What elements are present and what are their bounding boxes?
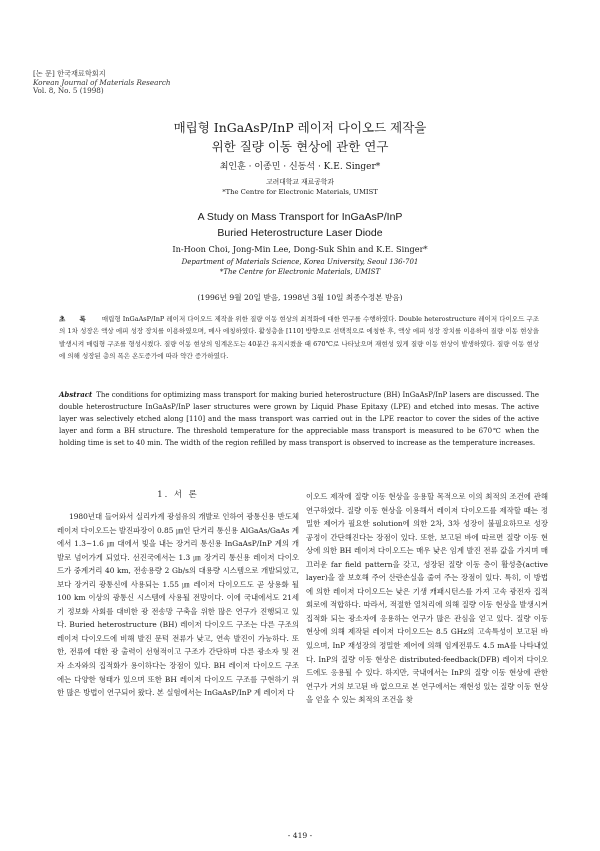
affiliation-english-line2: *The Centre for Electronic Materials, UMIST: [219, 267, 381, 276]
title-korean-line1: 매립형 InGaAsP/InP 레이저 다이오드 제작을: [173, 120, 427, 135]
body-column-right: [306, 490, 548, 707]
received-dates: (1996년 9월 20일 받음, 1998년 3월 10일 최종수정본 받음): [197, 293, 403, 302]
abstract-english-label: Abstract: [59, 390, 93, 399]
title-english: [0, 209, 600, 241]
journal-name-en: Korean Journal of Materials Research: [33, 77, 171, 87]
body-paragraph-left: 1980년대 들어와서 실리카계 광섬유의 개발로 인하여 광통신용 반도체 레이저 다이오드는 발진파장이 0.85 ㎛인 단거리 통신용 AlGaAs/GaAs 계에서 1.3~1.6 ㎛ 대에서 빛을 내는 장거리 통신용 InGaAsP/InP 계의 개발로 넘어가게 되었다. 선진국에서는 1.3 ㎛ 장거리 통신용 레이저 다이오드가 중계거리 40 km, 전송용량 2 Gb/s의 대용량 시스템으로 개발되었고, 보다 장거리 광통신에 사용되는 1.55 ㎛ 레이저 다이오드도 곧 상용화 될 100 km 이상의 광통신 시스템에 사용될 전망이다. 이에 국내에서도 21세기 정보화 사회를 대비한 광 전송망 구축을 위한 많은 연구가 진행되고 있다. Buried heterostructure (BH) 레이저 다이오드 구조는 다른 구조의 레이저 다이오드에 비해 발진 문턱 전류가 낮고, 연속 발진이 가능하다. 또한, 전류에 대한 광 출력이 선형적이고 구조가 간단하며 다른 광소자 및 전자 소자와의 집적화가 용이하다는 장점이 있다. BH 레이저 다이오드 구조에는 다양한 형태가 있으며 또한 BH 레이저 다이오드 구조를 구현하기 위한 많은 방법이 연구되어 왔다. 본 실험에서는 InGaAsP/InP 계 레이저 다: [57, 512, 299, 698]
affiliation-english: [0, 258, 600, 277]
abstract-korean-label: 초 록: [59, 315, 92, 323]
abstract-english-text: The conditions for optimizing mass transport for making buried heterostructure (BH) InGaAsP/InP lasers are discussed. The double heterostructure InGaAsP/InP laser structures were grown by Liquid Phase Epitaxy (LPE) and etched into mesas. The active layer was selectively etched along [110] and the mass transport was carried out in the LPE reactor to cover the sides of the active layer and form a BH structure. The threshold temperature for the appreciable mass transport is measured to be 670℃ when the holding time is set to 40 min. The width of the region refilled by mass transport is observed to increase as the temperature increases.: [59, 391, 539, 448]
title-korean: [0, 118, 600, 156]
body-paragraph-right: 이오드 제작에 질량 이동 현상을 응용할 목적으로 이의 최적의 조건에 관해 연구하였다. 질량 이동 현상을 이용해서 레이저 다이오드를 제작할 때는 정밀한 제어가 필요한 solution에 의한 2차, 3차 성장이 불필요하므로 성장 공정이 간단해진다는 장점이 있다. 또한, 보고된 바에 따르면 질량 이동 현상에 의한 BH 레이저 다이오드는 매우 낮은 임계 발진 전류 값을 가지며 매끄러운 far field pattern을 갖고, 성장된 질량 이동 층이 활성층(active layer)을 잘 보호해 주어 산란손실을 줄여 주는 장점이 있다. 특히, 이 방법에 의한 레이저 다이오드는 낮은 기생 캐패시턴스를 가져 고속 광전자 집적회로에 적합하다. 따라서, 적절한 열처리에 의해 질량 이동 현상을 발생시켜 집적화 되는 광소자에 응용하는 연구가 많은 관심을 얻고 있다. 질량 이동 현상에 의해 제작된 레이저 다이오드는 8.5 GHz의 고속특성이 보고된 바 있으며, InP 재성장의 정밀한 제어에 의해 임계전류도 4.5 mA를 나타내었다. InP의 질량 이동 현상은 distributed-feedback(DFB) 레이저 다이오드에도 응용될 수 있다. 하지만, 국내에서는 InP의 질량 이동 현상에 관한 연구가 거의 보고된 바 없으므로 본 연구에서는 재현성 있는 질량 이동 현상을 얻을 수 있는 최적의 조건을 찾: [306, 492, 548, 705]
authors-korean: 최인훈 · 이종민 · 신동석 · K.E. Singer*: [219, 162, 381, 172]
journal-header: [33, 70, 171, 96]
title-english-line1: A Study on Mass Transport for InGaAsP/InP: [197, 211, 403, 223]
page-number: - 419 -: [287, 831, 313, 840]
journal-category: [논 문] 한국재료학회지: [33, 69, 106, 78]
abstract-korean: [59, 313, 539, 363]
affiliation-english-line1: Department of Materials Science, Korea University, Seoul 136-701: [181, 258, 419, 266]
abstract-korean-text: 매립형 InGaAsP/InP 레이저 다이오드 제작을 위한 질량 이동 현상의 최적화에 대한 연구를 수행하였다. Double heterostructure 레이저 다이오드 구조의 1차 성장은 액상 에피 성장 장치를 이용하였으며, 메사 에칭하였다. 활성층을 [110] 방향으로 선택적으로 에칭한 후, 액상 에피 성장 장치를 이용하여 질량 이동 현상을 발생시켜 매립형 구조를 형성시켰다. 질량 이동 현상의 임계온도는 40분간 유지시켰을 때 670℃로 나타났으며 재현성 있게 질량 이동 현상이 발생하였다. 질량 이동 현상에 의해 성장된 층의 폭은 온도증가에 따라 약간 증가하였다.: [59, 315, 539, 361]
journal-volume: Vol. 8, No. 5 (1998): [33, 86, 104, 96]
affiliation-korean-line1: 고려대학교 재료공학과: [266, 178, 334, 186]
body-column-left: [57, 510, 299, 700]
abstract-english: [59, 389, 539, 449]
affiliation-korean-line2: *The Centre for Electronic Materials, UMIST: [222, 187, 378, 196]
affiliation-korean: [0, 178, 600, 197]
section-heading-introduction: 1. 서 론: [157, 489, 199, 499]
title-english-line2: Buried Heterostructure Laser Diode: [217, 227, 383, 239]
title-korean-line2: 위한 질량 이동 현상에 관한 연구: [211, 139, 389, 154]
authors-english: In-Hoon Choi, Jong-Min Lee, Dong-Suk Shin and K.E. Singer*: [172, 244, 428, 254]
